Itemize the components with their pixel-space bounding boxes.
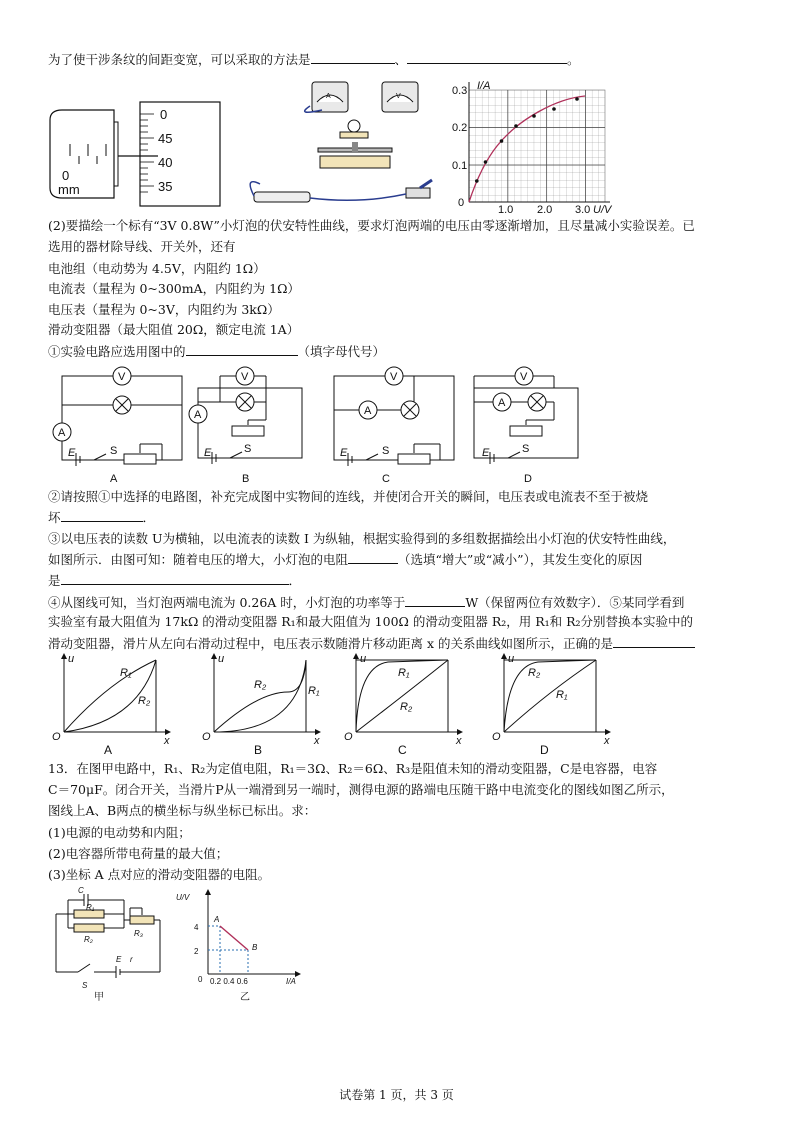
question-5: 实验室有最大阻值为 17kΩ 的滑动变阻器 R₁和最大阻值为 100Ω 的滑动变阻器 R₂，用 R₁和 R₂分别替换本实验中的 [48,614,694,629]
svg-text:4: 4 [194,923,199,932]
micrometer-tick: 40 [158,155,173,170]
svg-text:O: O [52,731,61,743]
answer-blank[interactable] [61,508,143,522]
apparatus-figure [240,76,440,210]
svg-text:S: S [244,443,252,455]
circuit-jia [48,884,168,1004]
svg-text:x: x [164,735,170,747]
micrometer-tick: 45 [158,131,173,146]
svg-text:2: 2 [194,947,199,956]
graph-ytick: 0.2 [452,122,468,134]
answer-blank[interactable] [405,593,465,607]
svg-text:R₂: R₂ [400,701,413,713]
svg-text:S: S [82,981,88,990]
svg-text:R₁: R₁ [308,685,320,697]
graph-ylabel: I/A [477,80,491,92]
figure-caption: 甲 [94,992,104,1003]
svg-text:x: x [314,735,320,747]
svg-text:E: E [482,447,490,459]
equipment-item: 电池组（电动势为 4.5V，内阻约 1Ω） [48,261,266,276]
equipment-item: 电压表（量程为 0~3V，内阻约为 3kΩ） [48,302,280,317]
graph-xtick: 1.0 [498,204,514,216]
micrometer-tick: 35 [158,179,173,194]
graph-letter: C [398,743,407,757]
svg-text:R₁: R₁ [398,667,410,679]
graph-xtick: 2.0 [537,204,553,216]
svg-text:R₂: R₂ [528,667,541,679]
q13-line: C＝70μF。闭合开关，当滑片P从一端滑到另一端时，测得电源的路端电压随干路中电流变化的图线如图乙所示， [48,782,674,797]
equipment-item: 滑动变阻器（最大阻值 20Ω，额定电流 1A） [48,322,300,337]
svg-text:V: V [390,371,398,383]
svg-text:S: S [382,445,390,457]
svg-text:A: A [364,405,372,417]
svg-text:R₁: R₁ [120,667,132,679]
svg-text:O: O [202,731,211,743]
graph-ytick: 0.3 [452,85,468,97]
question-3-cont: 如图所示．由图可知：随着电压的增大，小灯泡的电阻 （选填“增大”或“减小”），其发生变化的原因 [48,552,643,567]
svg-text:R₂: R₂ [138,695,151,707]
ux-graphs [48,652,608,756]
q13-sub: (1)电源的电动势和内阻； [48,825,191,840]
graph-origin: 0 [458,197,465,209]
svg-text:O: O [492,731,501,743]
part2-intro-cont: 选用的器材除导线、开关外，还有 [48,239,236,254]
graph-ytick: 0.1 [452,160,468,172]
svg-text:u: u [218,653,225,665]
svg-text:E: E [204,447,212,459]
graph-yi [170,886,306,1004]
graph-xtick: 3.0 [575,204,591,216]
svg-text:x: x [456,735,462,747]
circuit-letter: A [110,473,118,485]
circuit-letter: B [242,473,250,485]
svg-text:A: A [214,915,220,924]
graph-letter: A [104,743,113,757]
graph-letter: D [540,743,549,757]
svg-text:B: B [252,943,258,952]
answer-blank[interactable] [613,634,695,648]
svg-text:C: C [78,886,84,895]
svg-text:V: V [520,371,528,383]
svg-text:R₂: R₂ [254,679,267,691]
answer-blank[interactable] [407,50,567,64]
svg-text:R₃: R₃ [134,929,143,938]
answer-blank[interactable] [186,342,298,356]
svg-text:A: A [58,427,66,439]
question-2-cont: 坏 ． [48,510,156,525]
svg-text:E: E [340,447,348,459]
svg-text:u: u [360,653,367,665]
svg-text:V: V [241,371,249,383]
part2-intro: (2)要描绘一个标有“3V 0.8W”小灯泡的伏安特性曲线，要求灯泡两端的电压由零逐渐增加，且尽量减小实验误差。已 [48,218,695,233]
svg-text:R₂: R₂ [84,935,93,944]
svg-text:O: O [344,731,353,743]
svg-text:R₁: R₁ [86,903,95,912]
svg-text:S: S [110,445,118,457]
svg-text:0.2 0.4 0.6: 0.2 0.4 0.6 [210,977,248,986]
question-3-reason: 是 ． [48,573,302,588]
answer-blank[interactable] [348,550,398,564]
graph-letter: B [254,743,263,757]
question-1: ①实验电路应选用图中的 （填字母代号） [48,344,386,359]
q13-sub: (3)坐标 A 点对应的滑动变阻器的电阻。 [48,867,271,882]
equipment-item: 电流表（量程为 0~300mA，内阻约为 1Ω） [48,281,300,296]
q12-fringe-line: 为了使干涉条纹的间距变宽，可以采取的方法是 、 。 [48,52,580,67]
svg-text:r: r [130,955,133,964]
question-3: ③以电压表的读数 U为横轴，以电流表的读数 I 为纵轴，根据实验得到的多组数据描绘出小灯泡的伏安特性曲线， [48,531,676,546]
micrometer-tick: 0 [160,107,168,122]
question-5-cont: 滑动变阻器，滑片从左向右滑动过程中，电压表示数随滑片移动距离 x 的关系曲线如图所示，正确的是 [48,634,695,653]
svg-text:0: 0 [198,975,203,984]
circuit-diagrams [44,362,604,486]
question-4: ④从图线可知，当灯泡两端电流为 0.26A 时，小灯泡的功率等于 W（保留两位有效数字）．⑤某同学看到 [48,595,685,610]
figure-caption: 乙 [240,992,250,1003]
svg-text:u: u [508,653,515,665]
svg-text:E: E [68,447,76,459]
svg-text:E: E [116,955,122,964]
svg-text:U/V: U/V [176,893,190,902]
graph-xlabel: U/V [593,204,612,216]
svg-text:R₁: R₁ [556,689,568,701]
circuit-letter: D [524,473,532,485]
svg-text:A: A [194,409,202,421]
circuit-letter: C [382,473,390,485]
answer-blank[interactable] [311,50,395,64]
svg-text:x: x [604,735,610,747]
answer-blank[interactable] [61,571,289,585]
micrometer-figure [48,100,223,210]
micrometer-zero: 0 [62,168,70,183]
micrometer-unit: mm [58,182,80,197]
question-2: ②请按照①中选择的电路图，补充完成图中实物间的连线，并使闭合开关的瞬间，电压表或电流表不至于被烧 [48,489,649,504]
iu-characteristic-graph [448,76,618,216]
page-footer: 试卷第 1 页，共 3 页 [339,1088,454,1102]
voltmeter-label: V [396,93,401,100]
svg-text:I/A: I/A [286,977,296,986]
svg-text:V: V [118,371,126,383]
ammeter-label: A [326,93,331,100]
svg-text:u: u [68,653,75,665]
svg-text:A: A [498,397,506,409]
q13-line: 图线上A、B两点的横坐标与纵坐标已标出。求： [48,803,317,818]
q13-line: 13．在图甲电路中，R₁、R₂为定值电阻，R₁＝3Ω、R₂＝6Ω、R₃是阻值未知的滑动变阻器，C是电容器，电容 [48,761,658,776]
svg-text:S: S [522,443,530,455]
q13-sub: (2)电容器所带电荷量的最大值； [48,846,229,861]
